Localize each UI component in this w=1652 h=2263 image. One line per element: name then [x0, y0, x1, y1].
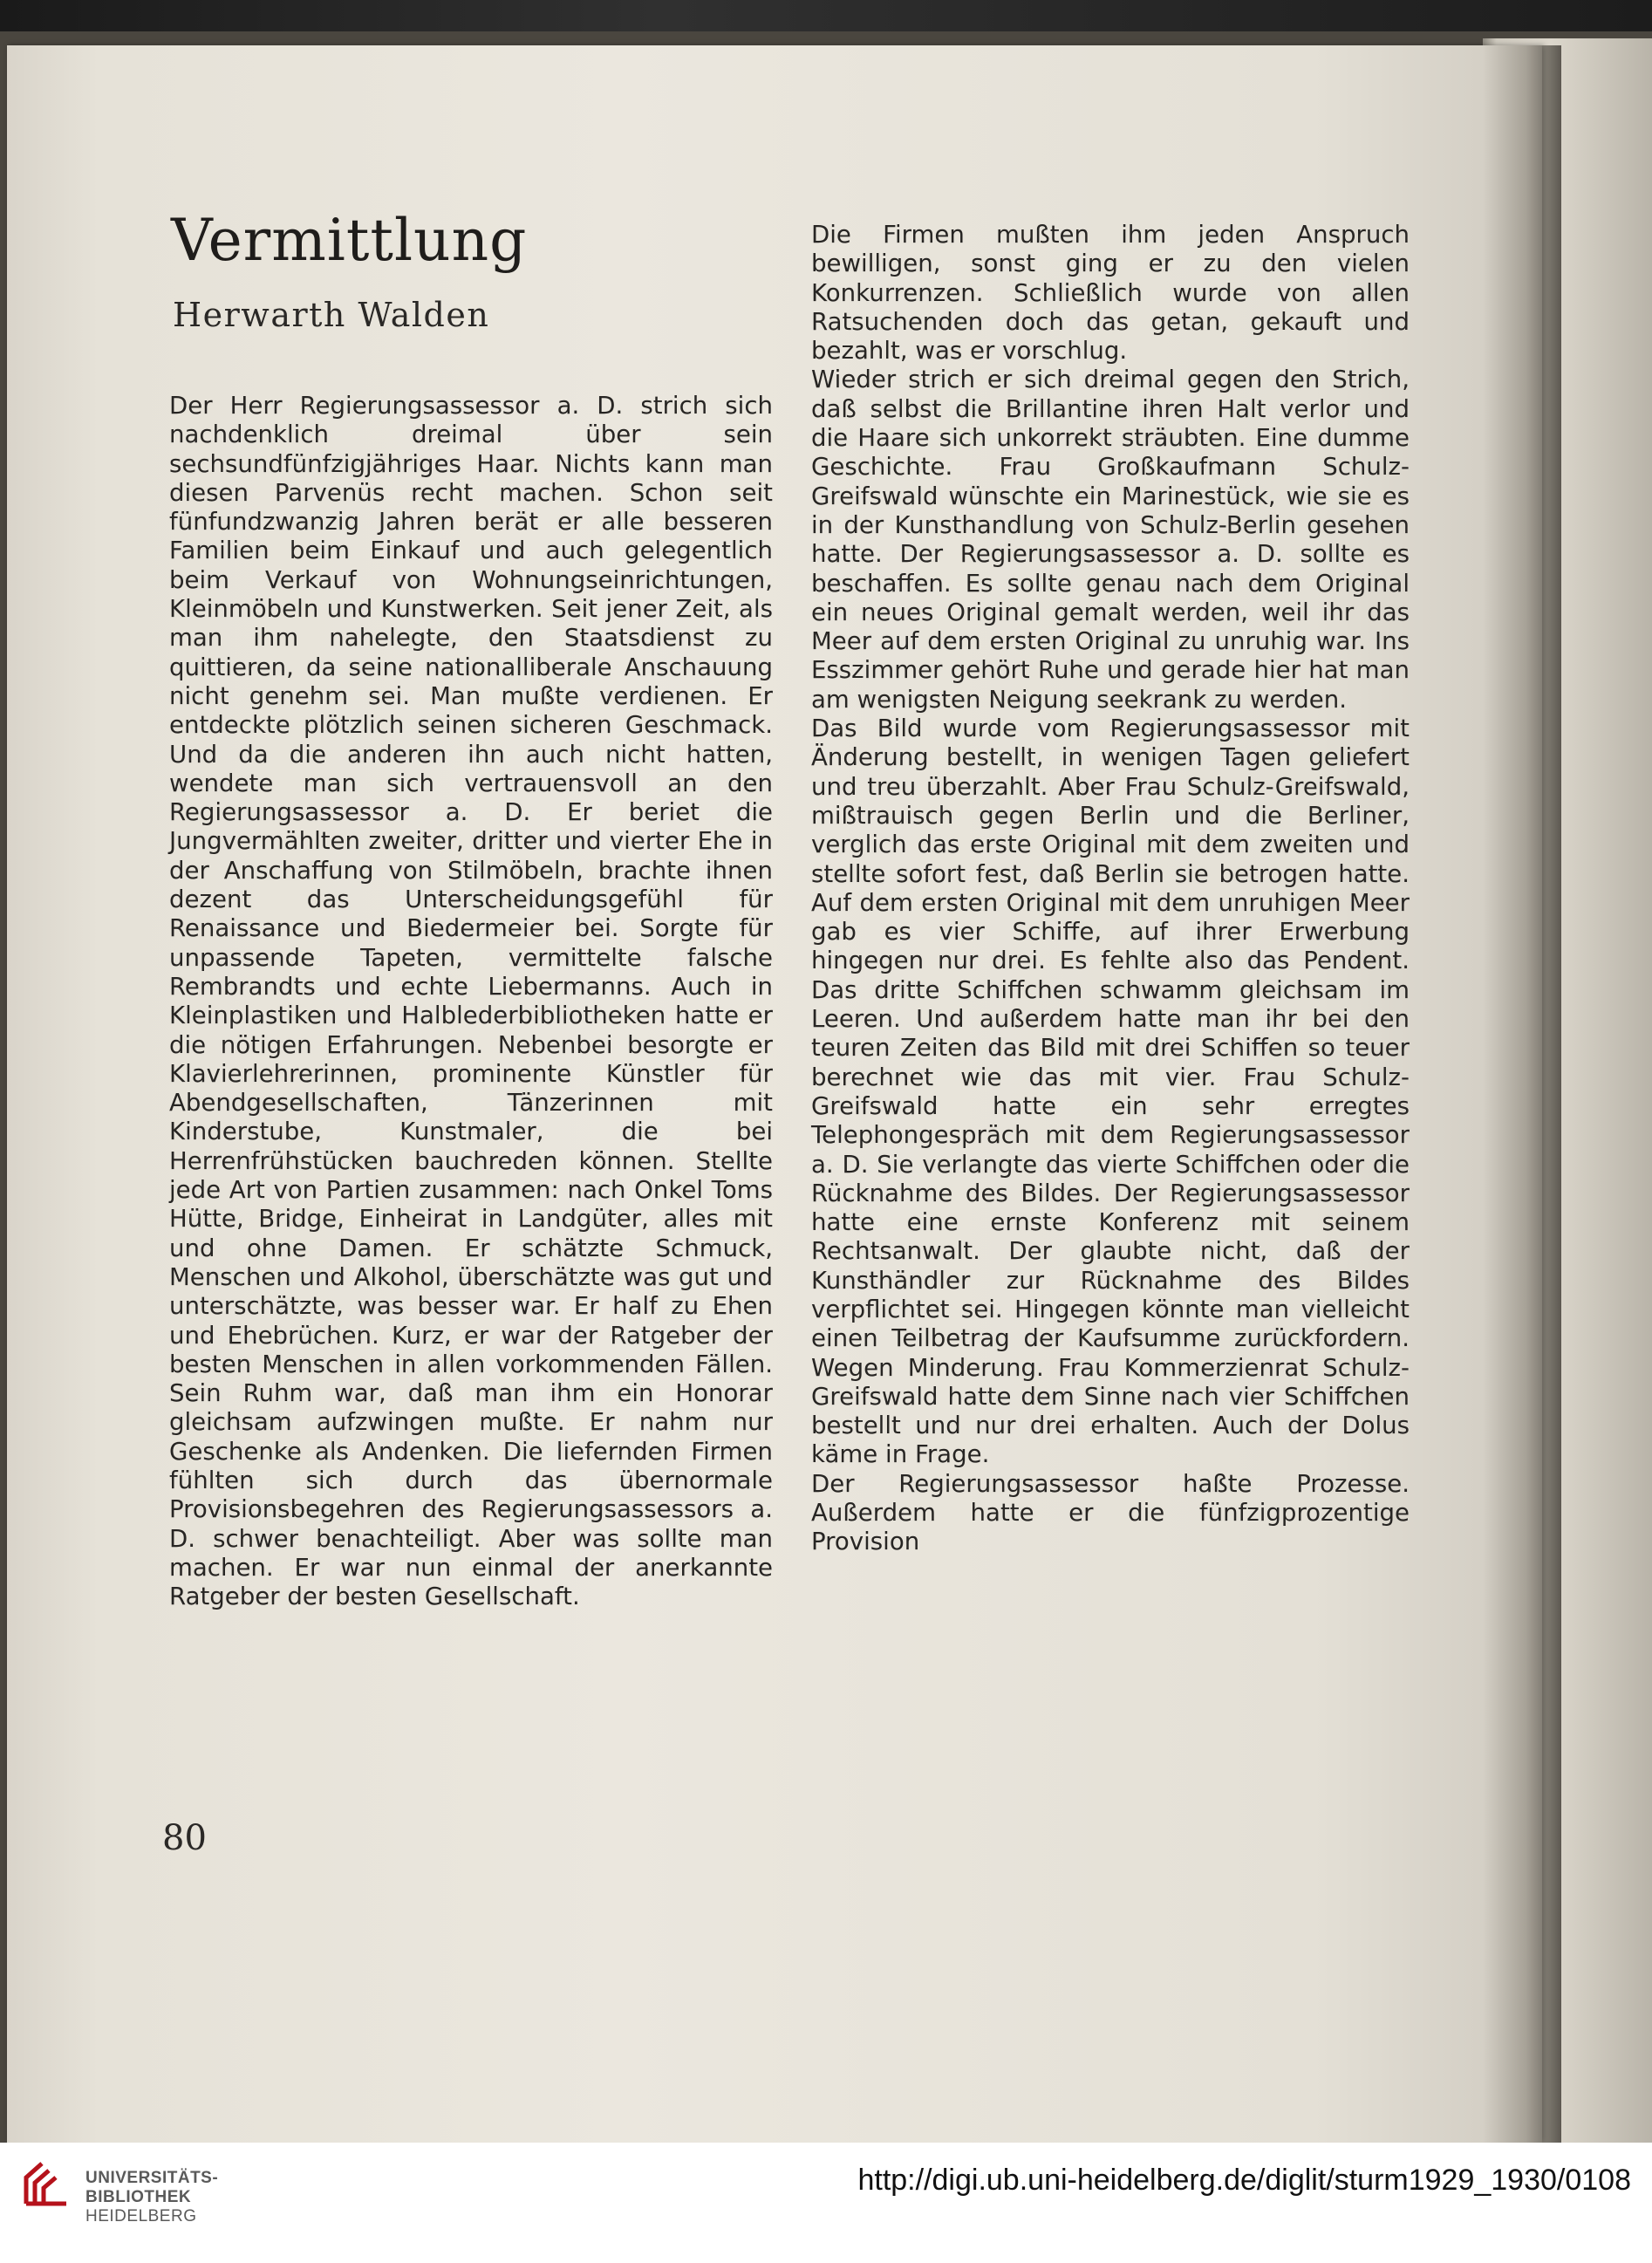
text-column-right [811, 220, 1410, 1556]
page-gutter-shadow [1483, 45, 1561, 2143]
page-number: 80 [162, 1818, 207, 1858]
library-name-line: UNIVERSITÄTS- [85, 2169, 219, 2187]
paragraph: Das Bild wurde vom Regierungsassessor mit Änderung bestellt, in wenigen Tagen geliefert und treu überzahlt. Aber Frau Schulz-Greifswald, mißtrauisch gegen Berlin und die Berliner, verglich das erste Original mit dem zweiten und stellte sofort fest, daß Berlin sie betrogen hatte. Auf dem ersten Original mit dem unruhigen Meer gab es vier Schiffe, auf ihrer Erwerbung hingegen nur drei. Es fehlte also das Pendent. Das dritte Schiffchen schwamm gleichsam im Leeren. Und außerdem hatte man ihr bei den teuren Zeiten das Bild mit drei Schiffen so teuer berechnet wie das mit vier. Frau Schulz-Greifswald hatte ein sehr erregtes Telephongespräch mit dem Regierungsassessor a. D. Sie verlangte das vierte Schiffchen oder die Rücknahme des Bildes. Der Regierungsassessor hatte eine ernste Konferenz mit seinem Rechtsanwalt. Der glaubte nicht, daß der Kunsthändler zur Rücknahme des Bildes verpflichtet sei. Hingegen könnte man vielleicht einen Teilbetrag der Kaufsumme zurückfordern. Wegen Minderung. Frau Kommerzienrat Schulz-Greifswald hatte dem Sinne nach vier Schiffchen bestellt und nur drei erhalten. Auch der Dolus käme in Frage. [811, 714, 1410, 1469]
text-column-left [169, 391, 773, 1610]
source-url-link[interactable]: http://digi.ub.uni-heidelberg.de/diglit/sturm1929_1930/0108 [857, 2164, 1631, 2197]
paragraph: Der Herr Regierungsassessor a. D. strich sich nachdenklich dreimal über sein sechsundfünfzigjähriges Haar. Nichts kann man diesen Parvenüs recht machen. Schon seit fünfundzwanzig Jahren berät er alle besseren Familien beim Einkauf und auch gelegentlich beim Verkauf von Wohnungseinrichtungen, Kleinmöbeln und Kunstwerken. Seit jener Zeit, als man ihm nahelegte, den Staatsdienst zu quittieren, da seine nationalliberale Anschauung nicht genehm sei. Man mußte verdienen. Er entdeckte plötzlich seinen sicheren Geschmack. Und da die anderen ihn auch nicht hatten, wendete man sich vertrauensvoll an den Regierungsassessor a. D. Er beriet die Jungvermählten zweiter, dritter und vierter Ehe in der Anschaffung von Stilmöbeln, brachte ihnen dezent das Unterscheidungsgefühl für Renaissance und Biedermeier bei. Sorgte für unpassende Tapeten, vermittelte falsche Rembrandts und echte Liebermanns. Auch in Kleinplastiken und Halblederbibliotheken hatte er die nötigen Erfahrungen. Nebenbei besorgte er Klavierlehrerinnen, prominente Künstler für Abendgesellschaften, Tänzerinnen mit Kinderstube, Kunstmaler, die bei Herrenfrühstücken bauchreden können. Stellte jede Art von Partien zusammen: nach Onkel Toms Hütte, Bridge, Einheirat in Landgüter, alles mit und ohne Damen. Er schätzte Schmuck, Menschen und Alkohol, überschätzte was gut und unterschätzte, was besser war. Er half zu Ehen und Ehebrüchen. Kurz, er war der Ratgeber der besten Menschen in allen vorkommenden Fällen. Sein Ruhm war, daß man ihm ein Honorar gleichsam aufzwingen mußte. Er nahm nur Geschenke als Andenken. Die liefernden Firmen fühlten sich durch das übernormale Provisionsbegehren des Regierungsassessors a. D. schwer benachteiligt. Aber was sollte man machen. Er war nun einmal der anerkannte Ratgeber der besten Gesellschaft. [169, 391, 773, 1611]
library-name-line: HEIDELBERG [85, 2207, 197, 2225]
footer-bar [0, 2143, 1652, 2263]
library-name-line: BIBLIOTHEK [85, 2188, 192, 2206]
library-name [85, 2169, 218, 2226]
paragraph: Wieder strich er sich dreimal gegen den Strich, daß selbst die Brillantine ihren Halt verlor und die Haare sich unkorrekt sträubten. Eine dumme Geschichte. Frau Großkaufmann Schulz-Greifswald wünschte ein Marinestück, wie sie es in der Kunsthandlung von Schulz-Berlin gesehen hatte. Der Regierungsassessor a. D. sollte es beschaffen. Es sollte genau nach dem Original ein neues Original gemalt werden, weil ihr das Meer auf dem ersten Original zu unruhig war. Ins Esszimmer gehört Ruhe und gerade hier hat man am wenigsten Neigung seekrank zu werden. [811, 365, 1410, 714]
paragraph: Die Firmen mußten ihm jeden Anspruch bewilligen, sonst ging er zu den vielen Konkurrenzen. Schließlich wurde von allen Ratsuchenden doch das getan, gekauft und bezahlt, was er vorschlug. [811, 220, 1410, 366]
article-title: Vermittlung [171, 207, 528, 274]
article-author: Herwarth Walden [173, 296, 490, 334]
library-logo-icon[interactable] [23, 2160, 70, 2207]
paragraph: Der Regierungsassessor haßte Prozesse. Außerdem hatte er die fünfzigprozentige Provision [811, 1468, 1410, 1556]
